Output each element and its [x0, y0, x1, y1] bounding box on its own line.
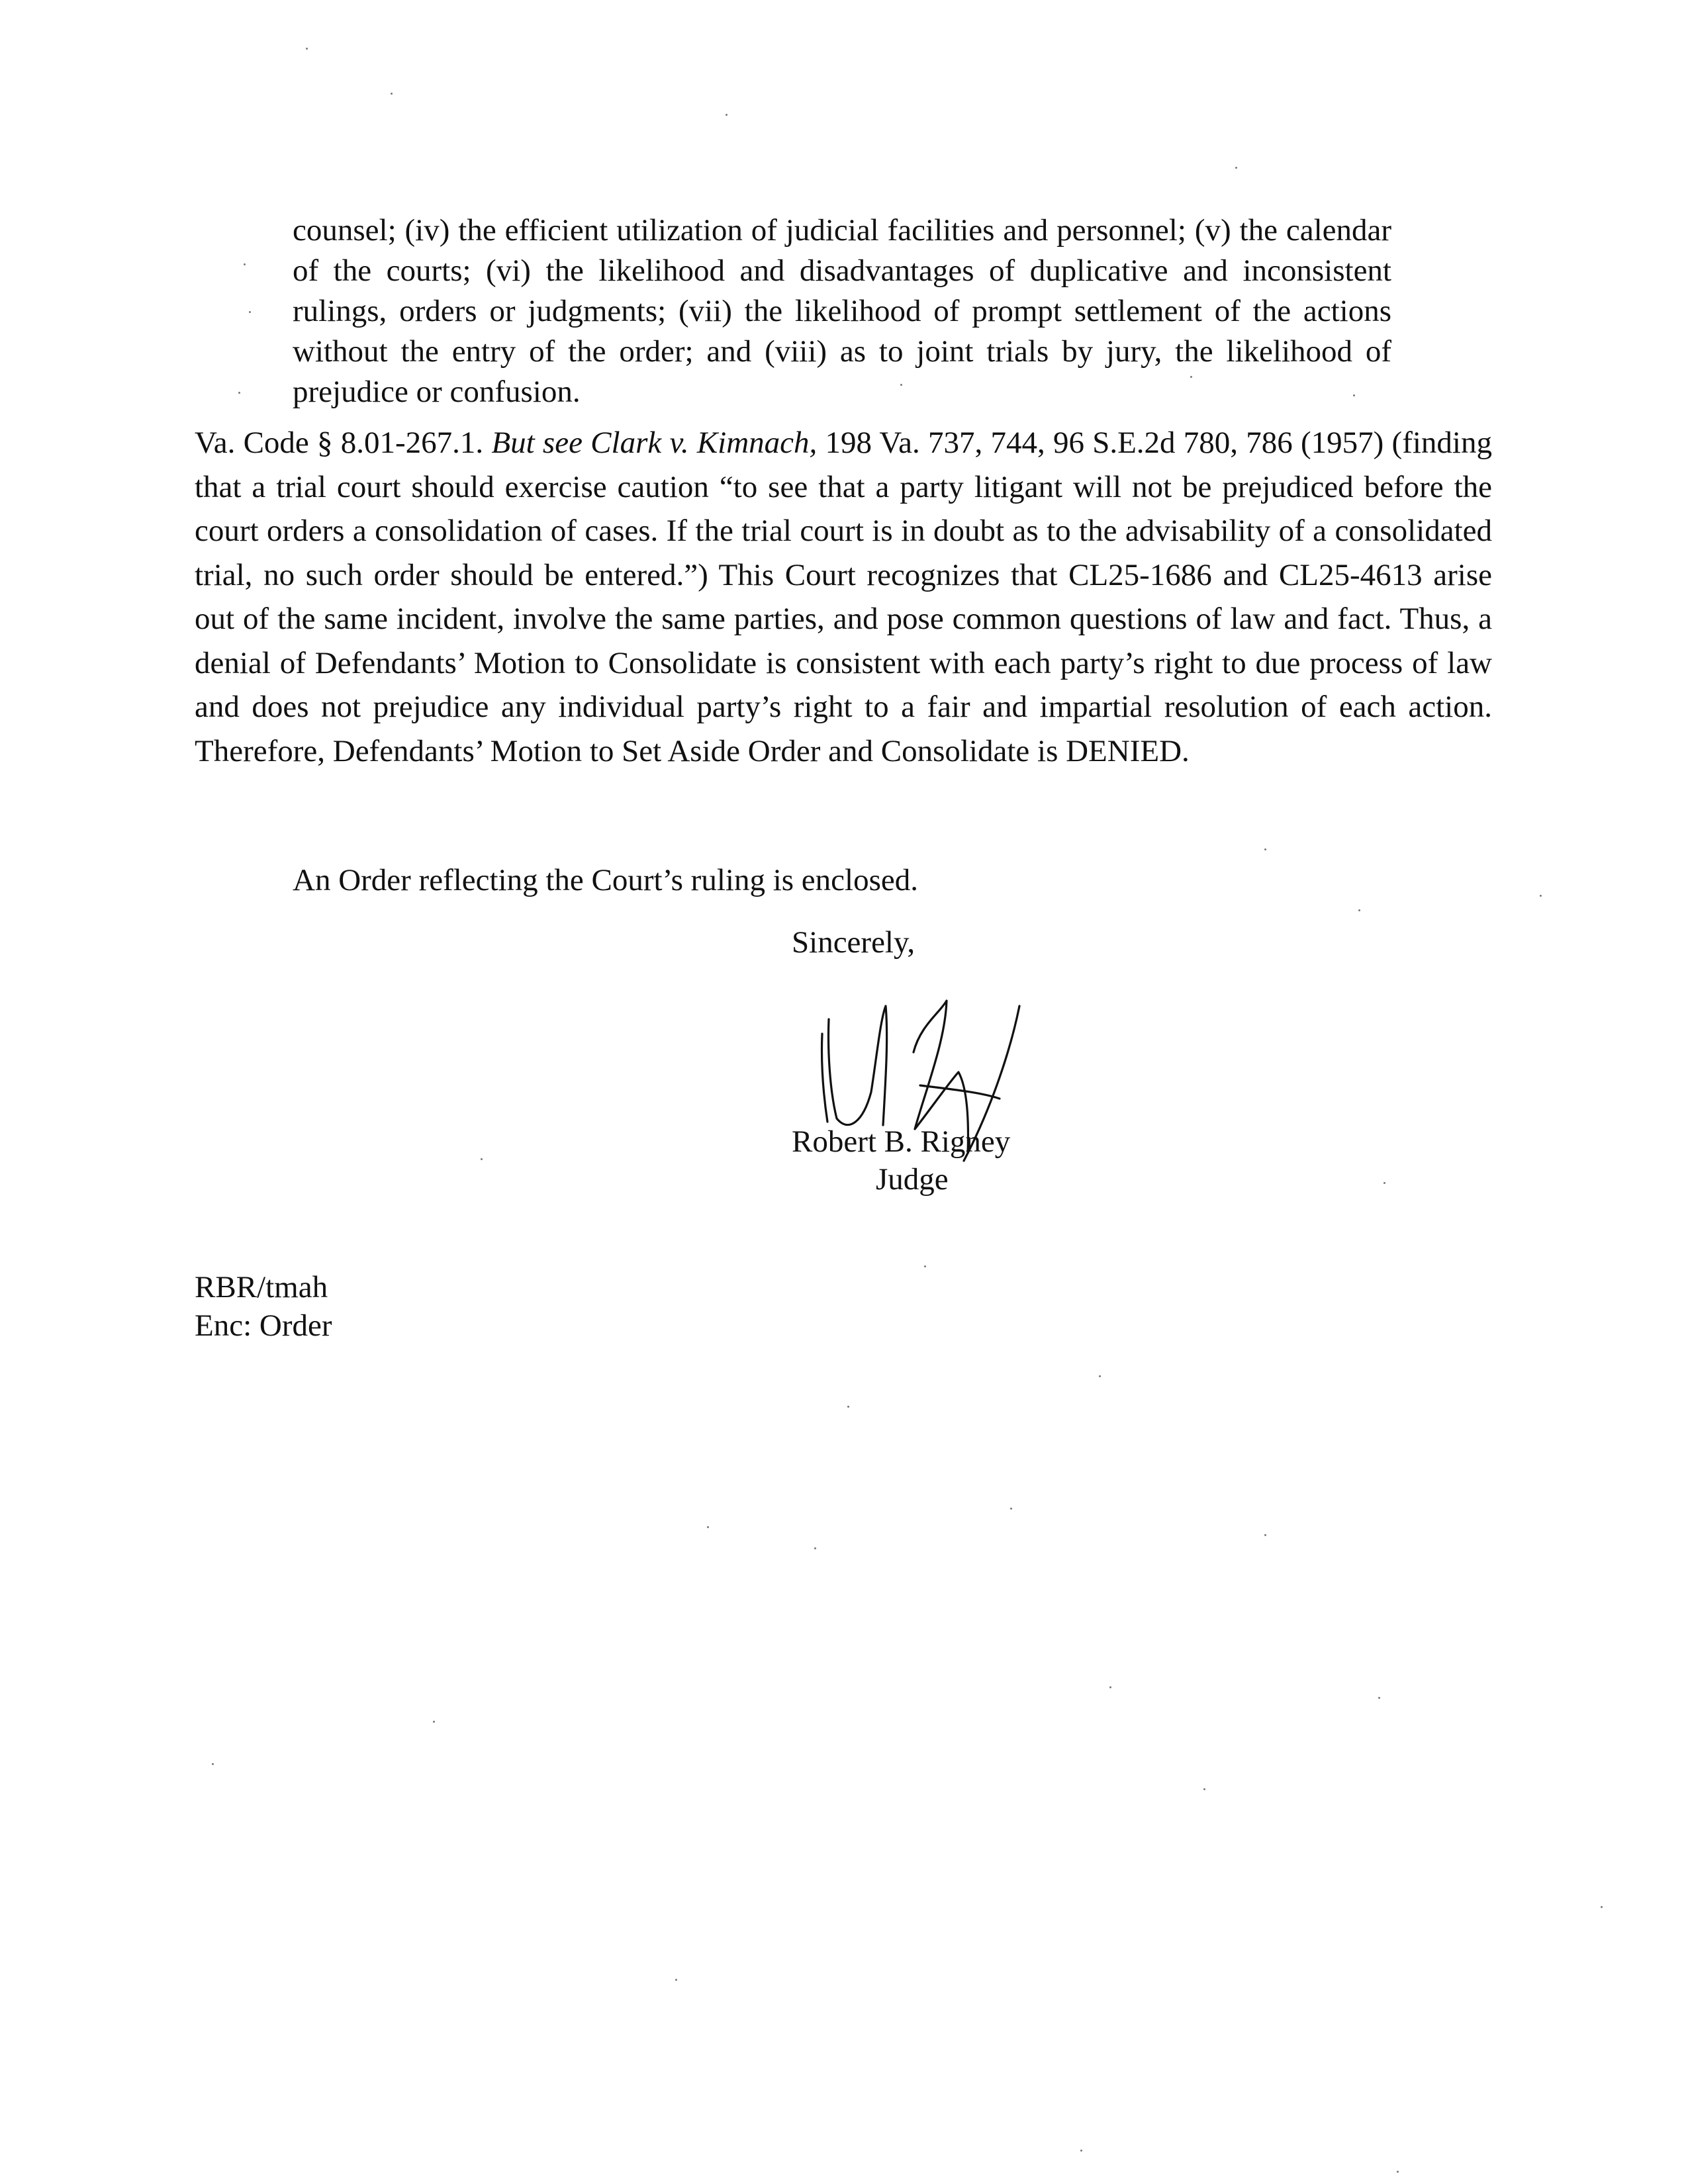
scan-speck [675, 1979, 677, 1981]
case-citation: But see Clark v. Kimnach, [491, 426, 818, 460]
signer-name: Robert B. Rigney [792, 1124, 1011, 1159]
scan-speck [726, 114, 727, 116]
enclosure-line: Enc: Order [195, 1308, 332, 1343]
scan-speck [924, 1265, 926, 1267]
scan-speck [1235, 167, 1237, 169]
scan-speck [1264, 848, 1266, 850]
scan-speck [1378, 1697, 1380, 1699]
scan-speck [306, 48, 308, 50]
scan-speck [1010, 1508, 1012, 1510]
scan-speck [1080, 2150, 1082, 2152]
scan-speck [481, 1158, 483, 1160]
scan-speck [433, 1721, 435, 1723]
analysis-text: 198 Va. 737, 744, 96 S.E.2d 780, 786 (1957) (finding that a trial court should exercise caution “to see that a party litigant will not be prejudiced before the court orders a consolidation of cases. If the trial court is in doubt as to the advisability of a consolidated trial, no such order should be entered.”) This Court recognizes that CL25-1686 and CL25-4613 arise out of the same incident, involve the same parties, and pose common questions of law and fact. Thus, a denial of Defendants’ Motion to Consolidate is consistent with each party’s right to due process of law and does not prejudice any individual party’s right to a fair and impartial resolution of each action. Therefore, Defendants’ Motion to Set Aside Order and Consolidate is DENIED. [195, 426, 1492, 768]
order-enclosed-note: An Order reflecting the Court’s ruling is enclosed. [293, 863, 918, 897]
scan-speck [1353, 394, 1355, 396]
scan-speck [1203, 1788, 1205, 1790]
scan-speck [244, 263, 246, 265]
scan-speck [1601, 1906, 1603, 1908]
statute-quote-continuation: counsel; (iv) the efficient utilization of judicial facilities and personnel; (v) the calendar of the courts; (vi) the likelihood and disadvantages of duplicative and inconsistent rulings, orders or judgments; (vii) the likelihood of prompt settlement of the actions without the entry of the order; and (viii) as to joint trials by jury, the likelihood of prejudice or confusion. [293, 213, 1391, 409]
scan-speck [1190, 376, 1192, 378]
complimentary-close: Sincerely, [792, 925, 915, 960]
reference-initials: RBR/tmah [195, 1270, 328, 1304]
scan-speck [1358, 909, 1360, 911]
scan-speck [1397, 2171, 1399, 2173]
scan-speck [1264, 1534, 1266, 1536]
scan-speck [900, 384, 902, 386]
scan-speck [1383, 1182, 1385, 1184]
scan-speck [391, 93, 393, 95]
signer-title: Judge [876, 1162, 949, 1197]
scan-speck [238, 392, 240, 394]
scan-speck [814, 1547, 816, 1549]
scan-speck [707, 1526, 709, 1528]
scan-speck [1540, 895, 1542, 897]
scan-speck [1099, 1375, 1101, 1377]
statute-citation: Va. Code § 8.01-267.1. [195, 426, 492, 460]
scan-speck [1109, 1686, 1111, 1688]
scan-speck [847, 1406, 849, 1408]
scan-speck [249, 311, 251, 313]
scan-speck [212, 1763, 214, 1765]
analysis-paragraph [195, 421, 1492, 773]
